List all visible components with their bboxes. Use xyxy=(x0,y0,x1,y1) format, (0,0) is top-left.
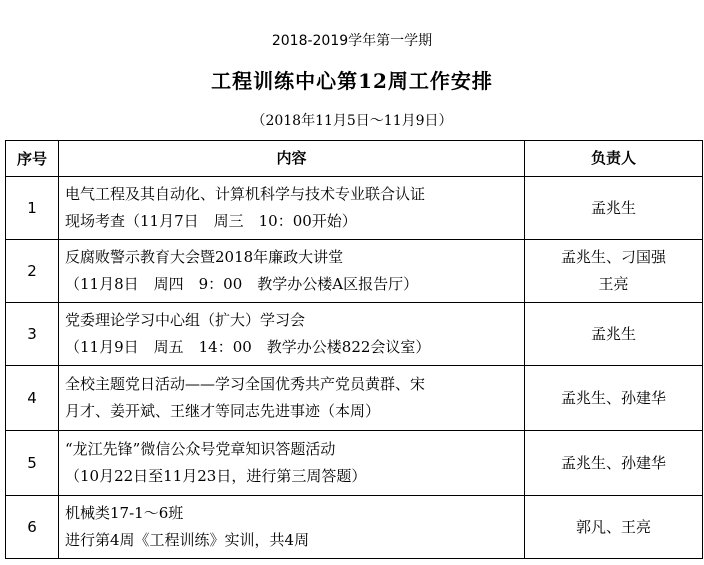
row-content xyxy=(59,240,525,303)
person-line: 孟兆生、刁国强 xyxy=(560,248,666,266)
row-number: 4 xyxy=(6,366,59,431)
row-number: 6 xyxy=(6,496,59,559)
row-person xyxy=(525,496,703,559)
row-number: 3 xyxy=(6,303,59,366)
table-row xyxy=(6,177,703,240)
person-line: 孟兆生、孙建华 xyxy=(560,388,666,407)
row-person xyxy=(525,303,703,366)
row-person xyxy=(525,240,703,303)
row-content xyxy=(59,366,525,431)
table-row xyxy=(6,240,703,303)
column-header-person: 负责人 xyxy=(525,141,703,177)
content-line: 月才、姜开斌、王继才等同志先进事迹（本周） xyxy=(65,402,381,420)
column-header-content: 内容 xyxy=(59,141,525,177)
table-row xyxy=(6,303,703,366)
content-line: 党委理论学习中心组（扩大）学习会 xyxy=(65,311,306,329)
person-line: 王亮 xyxy=(598,275,629,293)
person-line: 郭凡、王亮 xyxy=(575,517,651,536)
row-number: 5 xyxy=(6,431,59,496)
table-row xyxy=(6,366,703,431)
schedule-table xyxy=(5,140,703,559)
content-line: 进行第4周《工程训练》实训，共4周 xyxy=(65,531,310,549)
page-title: 工程训练中心第12周工作安排 xyxy=(211,69,493,93)
row-content xyxy=(59,496,525,559)
row-person xyxy=(525,177,703,240)
person-line: 孟兆生 xyxy=(590,198,636,217)
content-line: 反腐败警示教育大会暨2018年廉政大讲堂 xyxy=(65,248,344,266)
person-line: 孟兆生、孙建华 xyxy=(560,453,666,472)
column-header-number: 序号 xyxy=(6,141,59,177)
content-line: 电气工程及其自动化、计算机科学与技术专业联合认证 xyxy=(65,185,426,203)
content-line: （11月9日 周五 14：00 教学办公楼822会议室） xyxy=(65,338,431,356)
person-line: 孟兆生 xyxy=(590,324,636,343)
table-header-row xyxy=(6,141,703,177)
row-content xyxy=(59,303,525,366)
content-line: 全校主题党日活动——学习全国优秀共产党员黄群、宋 xyxy=(65,375,426,393)
table-row xyxy=(6,431,703,496)
row-number: 2 xyxy=(6,240,59,303)
row-person xyxy=(525,431,703,496)
row-number: 1 xyxy=(6,177,59,240)
content-line: “龙江先锋”微信公众号党章知识答题活动 xyxy=(65,440,336,458)
semester-label: 2018-2019学年第一学期 xyxy=(271,33,433,49)
content-line: 现场考查（11月7日 周三 10：00开始） xyxy=(65,212,357,230)
table-row xyxy=(6,496,703,559)
content-line: （11月8日 周四 9：00 教学办公楼A区报告厅） xyxy=(65,275,419,293)
content-line: 机械类17-1～6班 xyxy=(65,504,184,522)
row-person xyxy=(525,366,703,431)
date-range: （2018年11月5日～11月9日） xyxy=(251,113,453,129)
row-content xyxy=(59,431,525,496)
content-line: （10月22日至11月23日，进行第三周答题） xyxy=(65,467,367,485)
row-content xyxy=(59,177,525,240)
